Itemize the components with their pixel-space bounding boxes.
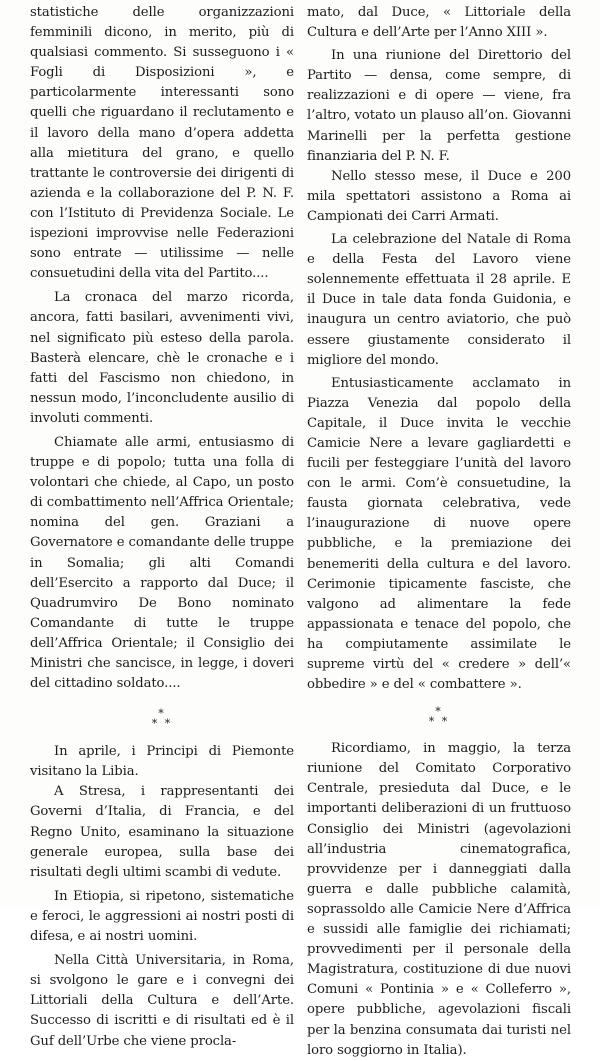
paragraph-march-chronicle: La cronaca del marzo ricorda, ancora, fatti basilari, avvenimenti vivi, nel significato più esteso della parola. Basterà elencare, chè le cronache e i fatti del Fascismo non chiedono, in nessun modo, l’inconcludente ausilio di involuti commenti. xyxy=(30,290,294,426)
separator-star-top: * xyxy=(435,705,443,719)
paragraph-continuation: statistiche delle organizzazioni femminili dicono, in merito, più di qualsiasi commento. Si susseguono i « Fogli di Disposizioni », e particolarmente interessanti sono quelli che riguardano il reclutamento e il lavoro della mano d’opera addetta alla mietitura del grano, e quello trattante le controversie dei dirigenti di azienda e la collaborazione del P. N. F. con l’Istituto di Previdenza Sociale. Le ispezioni improvvise nelle Federazioni sono entrate — utilissime — nelle consuetudini della vita del Partito.... xyxy=(30,5,294,282)
right-column xyxy=(307,3,571,1061)
paragraph-natale-roma: La celebrazione del Natale di Roma e della Festa del Lavoro viene solennemente effettuata il 28 aprile. E il Duce in tale data fonda Guidonia, e inaugura un centro aviatorio, che può essere giustamente considerato il migliore del mondo. xyxy=(307,232,571,368)
paragraph-call-to-arms: Chiamate alle armi, entusiasmo di truppe e di popolo; tutta una folla di volontari che chiede, al Capo, un posto di combattimento nell’Affrica Orientale; nomina del gen. Graziani a Governatore e comandante delle truppe in Somalia; gli alti Comandi dell’Esercito a rapporto dal Duce; il Quadrumviro De Bono nominato Comandante di tutte le truppe dell’Affrica Orientale; il Consiglio dei Ministri che sancisce, in legge, i doveri del cittadino soldato.... xyxy=(30,434,294,692)
paragraph-carri-armati: Nello stesso mese, il Duce e 200 mila spettatori assistono a Roma ai Campionati dei Carri Armati. xyxy=(307,168,571,224)
separator-stars-bottom: * * xyxy=(428,715,450,729)
separator-star-top: * xyxy=(158,707,166,721)
paragraph-continuation: mato, dal Duce, « Littoriale della Cultura e dell’Arte per l’Anno XIII ». xyxy=(307,5,571,41)
paragraph-direttorio: In una riunione del Direttorio del Partito — densa, come sempre, di realizzazioni e di opere — viene, fra l’altro, votato un plauso all’on. Giovanni Marinelli per la perfetta gestione finanziaria del P. N. F. xyxy=(307,48,571,164)
paragraph-etiopia: In Etiopia, si ripetono, sistematiche e feroci, le aggressioni ai nostri posti di difesa, e ai nostri uomini. xyxy=(30,888,294,945)
paragraph-stresa: A Stresa, i rappresentanti dei Governi d’Italia, di Francia, e del Regno Unito, esaminano la situazione generale europea, sulla base dei risultati degli ultimi scambi di vedute. xyxy=(30,784,294,880)
section-separator xyxy=(307,707,571,727)
section-separator xyxy=(30,709,294,729)
separator-stars-bottom: * * xyxy=(151,717,173,731)
paragraph-littoriali: Nella Città Universitaria, in Roma, si svolgono le gare e i convegni dei Littoriali della Cultura e dell’Arte. Successo di iscritti e di risultati ed è il Guf dell’Urbe che viene procla- xyxy=(30,953,294,1049)
paragraph-maggio: Ricordiamo, in maggio, la terza riunione del Comitato Corporativo Centrale, presieduta dal Duce, e le importanti deliberazioni di un fruttuoso Consiglio dei Ministri (agevolazioni all’industria cinematografica, provvidenze per i danneggiati dalla guerra e dalle pubbliche calamità, soprassoldo alle Camicie Nere d’Affrica e sussidi alle famiglie dei richiamati; provvedimenti per il personale della Magistratura, costituzione di due nuovi Comuni « Pontinia » e « Colleferro », opere pubbliche, agevolazioni fiscali per la benzina consumata dai turisti nel loro soggiorno in Italia). xyxy=(307,741,571,1058)
left-column xyxy=(30,3,294,1052)
paragraph-april-libia: In aprile, i Principi di Piemonte visitano la Libia. xyxy=(30,744,294,780)
paragraph-piazza-venezia: Entusiasticamente acclamato in Piazza Venezia dal popolo della Capitale, il Duce invita le vecchie Camicie Nere a levare gagliardetti e fucili per festeggiare l’unità del lavoro con le armi. Com’è consuetudine, la fausta giornata celebrativa, vede l’inaugurazione di nuove opere pubbliche, e la premiazione dei benemeriti della cultura e del lavoro. Cerimonie tipicamente fasciste, che valgono ad alimentare la fede appassionata e tenace del popolo, che ha compiutamente assimilate le supreme virtù del « credere » dell’« obbedire » e del « combattere ». xyxy=(307,375,571,693)
